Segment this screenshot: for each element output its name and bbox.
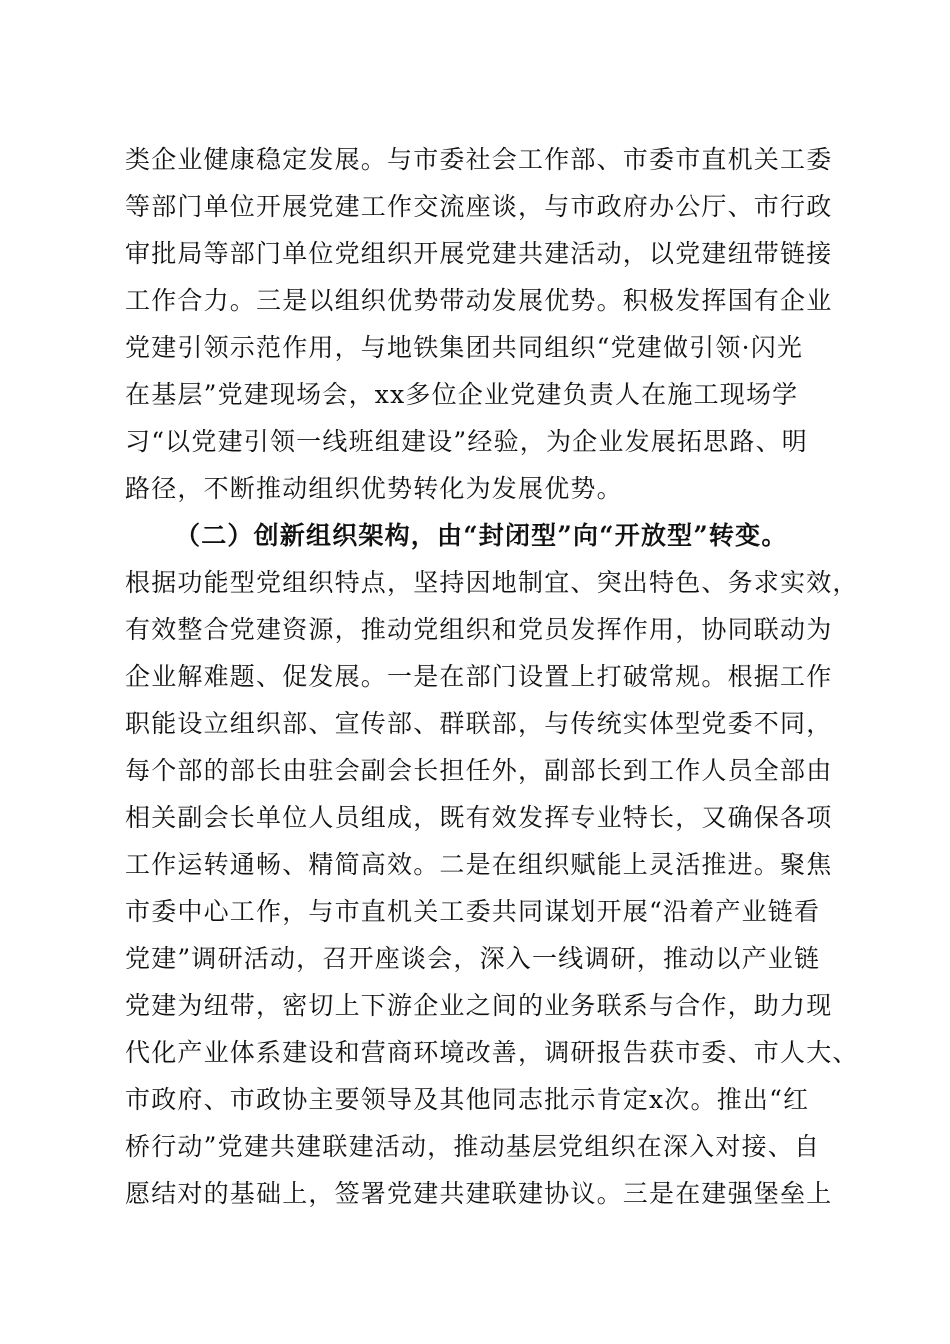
text-line-5: 党建引领示范作用，与地铁集团共同组织“党建做引领·闪光 (125, 333, 804, 362)
text-line-8: 路径，不断推动组织优势转化为发展优势。 (125, 474, 623, 503)
text-line-3: 审批局等部门单位党组织开展党建共建活动，以党建纽带链接 (125, 239, 833, 268)
text-line-21: 市政府、市政协主要领导及其他同志批示肯定x次。推出“红 (125, 1085, 810, 1114)
section-heading: （二）创新组织架构，由“封闭型”向“开放型”转变。 (175, 521, 788, 550)
text-line-11: 有效整合党建资源，推动党组织和党员发挥作用，协同联动为 (125, 615, 833, 644)
text-line-12: 企业解难题、促发展。一是在部门设置上打破常规。根据工作 (125, 662, 833, 691)
text-line-13: 职能设立组织部、宣传部、群联部，与传统实体型党委不同， (125, 709, 833, 738)
text-line-16: 工作运转通畅、精简高效。二是在组织赋能上灵活推进。聚焦 (125, 850, 833, 879)
text-line-19: 党建为纽带，密切上下游企业之间的业务联系与合作，助力现 (125, 991, 833, 1020)
text-line-18: 党建”调研活动，召开座谈会，深入一线调研，推动以产业链 (125, 944, 821, 973)
text-line-6: 在基层”党建现场会，xx多位企业党建负责人在施工现场学 (125, 380, 799, 409)
text-line-14: 每个部的部长由驻会副会长担任外，副部长到工作人员全部由 (125, 756, 833, 785)
text-line-22: 桥行动”党建共建联建活动，推动基层党组织在深入对接、自 (125, 1132, 821, 1161)
text-line-1: 类企业健康稳定发展。与市委社会工作部、市委市直机关工委 (125, 145, 833, 174)
text-line-23: 愿结对的基础上，签署党建共建联建协议。三是在建强堡垒上 (125, 1179, 833, 1208)
text-line-17: 市委中心工作，与市直机关工委共同谋划开展“沿着产业链看 (125, 897, 821, 926)
text-line-20: 代化产业体系建设和营商环境改善，调研报告获市委、市人大、 (125, 1038, 859, 1067)
text-line-2: 等部门单位开展党建工作交流座谈，与市政府办公厅、市行政 (125, 192, 833, 221)
text-line-7: 习“以党建引领一线班组建设”经验，为企业发展拓思路、明 (125, 427, 808, 456)
text-line-4: 工作合力。三是以组织优势带动发展优势。积极发挥国有企业 (125, 286, 833, 315)
text-line-10: 根据功能型党组织特点，坚持因地制宜、突出特色、务求实效， (125, 568, 859, 597)
text-line-15: 相关副会长单位人员组成，既有效发挥专业特长，又确保各项 (125, 803, 833, 832)
